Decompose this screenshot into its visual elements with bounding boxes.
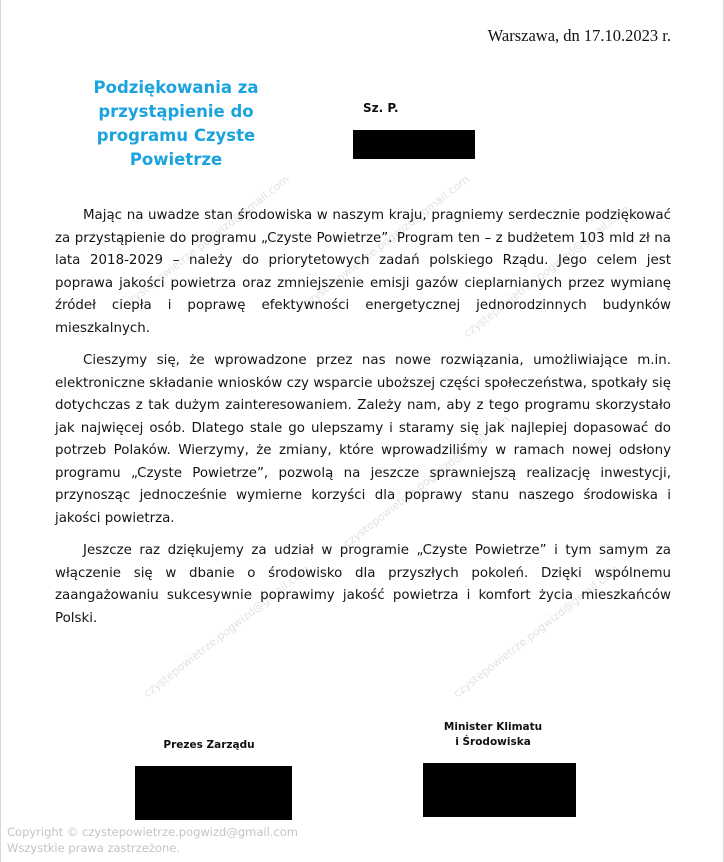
body-paragraph: Mając na uwadze stan środowiska w naszym kraju, pragniemy serdecznie podziękować za przystąpienie do programu „Czyste Powietrze”. Program ten – z budżetem 103 mld zł na lata 2018-2029 – należy do priorytetowych zadań polskiego Rządu. Jego celem jest poprawa jakości powietrza oraz zmniejszenie emisji gazów cieplarnianych przez wymianę źródeł ciepła i poprawę efektywności energetycznej jednorodzinnych budynków mieszkalnych.	[55, 208, 671, 336]
watermark: czystepowietrze.pogwizd@gmail.com	[341, 412, 512, 551]
watermark: czystepowietrze.pogwizd@gmail.com	[461, 202, 632, 341]
title-line: programu Czyste	[96, 126, 256, 145]
signature-label-minister	[413, 720, 573, 750]
redacted-addressee	[353, 130, 475, 159]
salutation: Sz. P.	[363, 101, 399, 115]
watermark: czystepowietrze.pogwizd@gmail.com	[301, 172, 472, 311]
signature-label-president: Prezes Zarządu	[163, 739, 255, 751]
signature-label-line: i Środowiska	[455, 736, 531, 748]
copyright-line: Wszystkie prawa zastrzeżone.	[7, 841, 180, 855]
letter-date: Warszawa, dn 17.10.2023 r.	[487, 26, 671, 45]
watermark: czystepowietrze.pogwizd@gmail.com	[451, 562, 622, 701]
copyright-notice	[7, 824, 298, 856]
watermark: czystepowietrze.pogwizd@gmail.com	[141, 562, 312, 701]
body-paragraph: Cieszymy się, że wprowadzone przez nas nowe rozwiązania, umożliwiające m.in. elektroniczne składanie wniosków czy wsparcie uboższej części społeczeństwa, spotkały się dotychczas z tak dużym zainteresowaniem. Zależy nam, aby z tego programu skorzystało jak najwięcej osób. Dlatego stale go ulepszamy i staramy się jak najlepiej dopasować do potrzeb Polaków. Wierzymy, że zmiany, które wprowadziliśmy w ramach nowej odsłony programu „Czyste Powietrze”, pozwolą na jeszcze sprawniejszą realizację inwestycji, przynosząc jednocześnie wymierne korzyści dla poprawy stanu naszego środowiska i jakości powietrza.	[55, 353, 671, 526]
title-line: Powietrze	[129, 150, 223, 169]
signature-label-line: Minister Klimatu	[443, 721, 543, 733]
letter-body	[55, 202, 671, 640]
copyright-line: Copyright © czystepowietrze.pogwizd@gmail.com	[7, 825, 298, 839]
redacted-signature-president	[135, 766, 292, 820]
title-line: przystąpienie do	[98, 102, 254, 121]
watermark: czystepowietrze.pogwizd@gmail.com	[121, 172, 292, 311]
letter-title	[83, 76, 269, 172]
redacted-signature-minister	[423, 763, 576, 817]
title-line: Podziękowania za	[93, 78, 259, 97]
body-paragraph: Jeszcze raz dziękujemy za udział w programie „Czyste Powietrze” i tym samym za włączenie się w dbanie o środowisko dla przyszłych pokoleń. Dzięki wspólnemu zaangażowaniu sukcesywnie poprawimy jakość powietrza i komfort życia mieszkańców Polski.	[55, 543, 671, 626]
